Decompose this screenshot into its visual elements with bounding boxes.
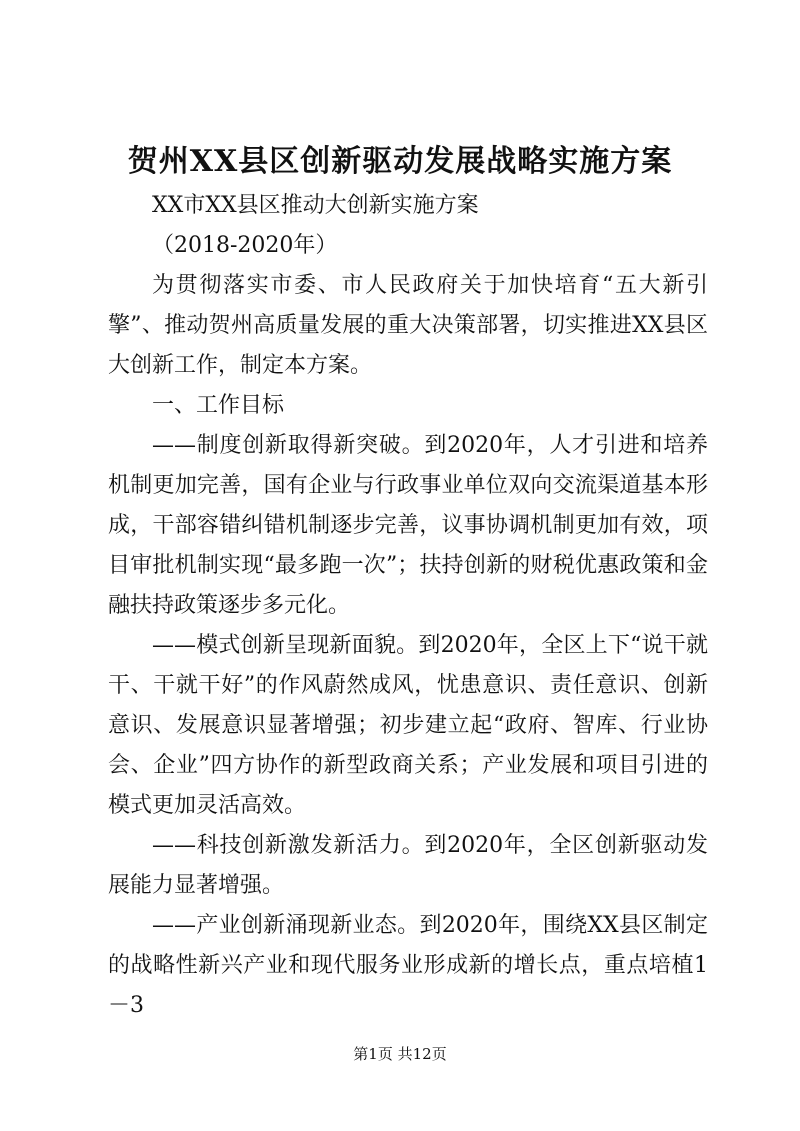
document-body bbox=[108, 186, 708, 1026]
section-heading-goals: 一、工作目标 bbox=[152, 393, 285, 418]
paragraph-institutional-innovation: ——制度创新取得新突破。到2020年，人才引进和培养机制更加完善，国有企业与行政事业单位双向交流渠道基本形成，干部容错纠错机制逐步完善，议事协调机制更加有效，项目审批机制实现“最多跑一次”；扶持创新的财税优惠政策和金融扶持政策逐步多元化。 bbox=[108, 433, 708, 618]
paragraph-tech-innovation: ——科技创新激发新活力。到2020年，全区创新驱动发展能力显著增强。 bbox=[108, 833, 708, 898]
document-title: 贺州XX县区创新驱动发展战略实施方案 bbox=[127, 144, 673, 179]
paragraph-model-innovation: ——模式创新呈现新面貌。到2020年，全区上下“说干就干、干就干好”的作风蔚然成风，忧患意识、责任意识、创新意识、发展意识显著增强；初步建立起“政府、智库、行业协会、企业”四方协作的新型政商关系；产业发展和项目引进的模式更加灵活高效。 bbox=[108, 633, 708, 818]
page-footer: 第1页 共12页 bbox=[353, 1045, 447, 1063]
paragraph-date-range: （2018-2020年） bbox=[152, 233, 338, 258]
paragraph-intro: 为贯彻落实市委、市人民政府关于加快培育“五大新引擎”、推动贺州高质量发展的重大决策部署，切实推进XX县区大创新工作，制定本方案。 bbox=[108, 273, 708, 378]
paragraph-subtitle: XX市XX县区推动大创新实施方案 bbox=[152, 193, 479, 218]
paragraph-industry-innovation: ——产业创新涌现新业态。到2020年，围绕XX县区制定的战略性新兴产业和现代服务业形成新的增长点，重点培植1－3 bbox=[108, 913, 708, 1018]
